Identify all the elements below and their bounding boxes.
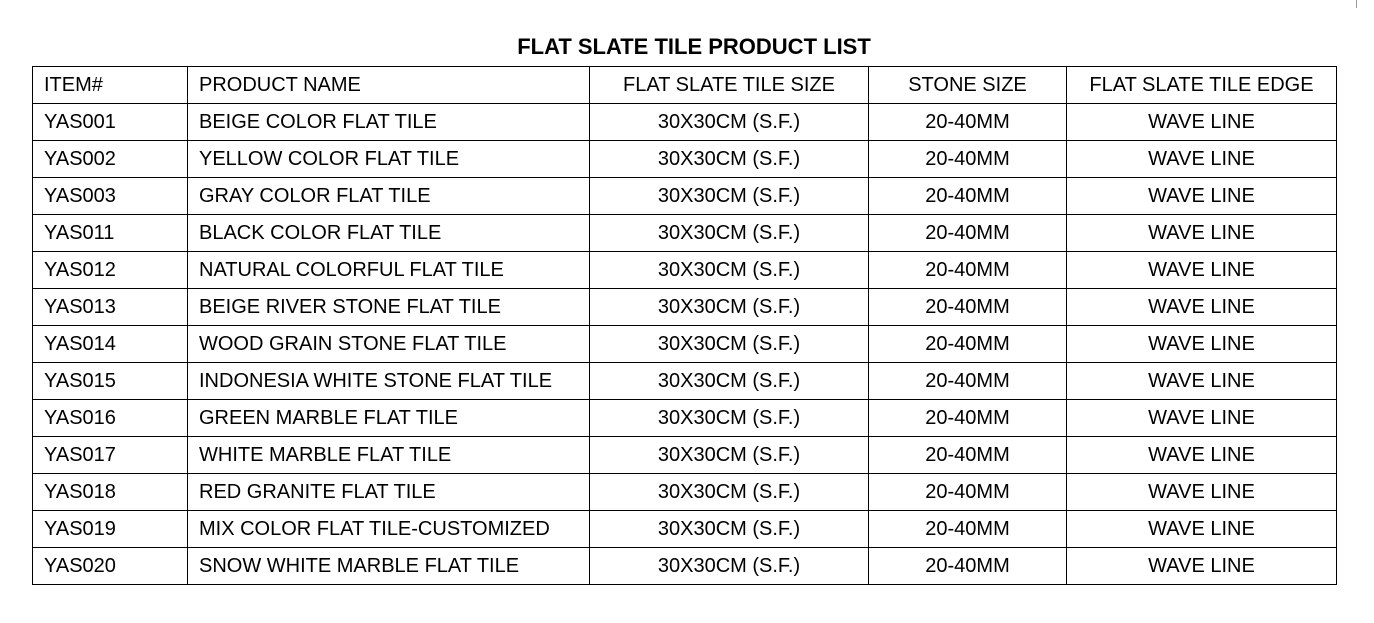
cell-item: YAS002	[33, 141, 188, 178]
cell-tile-size: 30X30CM (S.F.)	[590, 400, 869, 437]
cell-item: YAS012	[33, 252, 188, 289]
cell-item: YAS018	[33, 474, 188, 511]
cell-product-name: BEIGE COLOR FLAT TILE	[188, 104, 590, 141]
cell-product-name: SNOW WHITE MARBLE FLAT TILE	[188, 548, 590, 585]
cell-item: YAS003	[33, 178, 188, 215]
table-row	[33, 252, 1337, 289]
cell-item: YAS016	[33, 400, 188, 437]
cell-stone-size: 20-40MM	[869, 289, 1067, 326]
cell-item: YAS001	[33, 104, 188, 141]
header-tile-size: FLAT SLATE TILE SIZE	[590, 67, 869, 104]
cell-product-name: BEIGE RIVER STONE FLAT TILE	[188, 289, 590, 326]
cell-stone-size: 20-40MM	[869, 215, 1067, 252]
cell-tile-size: 30X30CM (S.F.)	[590, 289, 869, 326]
cell-tile-edge: WAVE LINE	[1067, 289, 1337, 326]
cell-stone-size: 20-40MM	[869, 511, 1067, 548]
cell-item: YAS014	[33, 326, 188, 363]
cell-product-name: GRAY COLOR FLAT TILE	[188, 178, 590, 215]
header-product-name: PRODUCT NAME	[188, 67, 590, 104]
cell-tile-size: 30X30CM (S.F.)	[590, 215, 869, 252]
table-row	[33, 215, 1337, 252]
product-table	[32, 66, 1337, 585]
cell-tile-edge: WAVE LINE	[1067, 511, 1337, 548]
cell-tile-size: 30X30CM (S.F.)	[590, 363, 869, 400]
cell-item: YAS017	[33, 437, 188, 474]
cell-item: YAS013	[33, 289, 188, 326]
cell-tile-size: 30X30CM (S.F.)	[590, 511, 869, 548]
cell-stone-size: 20-40MM	[869, 400, 1067, 437]
table-header-row	[33, 67, 1337, 104]
table-row	[33, 141, 1337, 178]
table-row	[33, 511, 1337, 548]
table-row	[33, 548, 1337, 585]
cell-item: YAS011	[33, 215, 188, 252]
cell-product-name: WOOD GRAIN STONE FLAT TILE	[188, 326, 590, 363]
cell-tile-edge: WAVE LINE	[1067, 548, 1337, 585]
table-row	[33, 437, 1337, 474]
cell-stone-size: 20-40MM	[869, 363, 1067, 400]
cell-item: YAS019	[33, 511, 188, 548]
cell-stone-size: 20-40MM	[869, 326, 1067, 363]
cell-product-name: NATURAL COLORFUL FLAT TILE	[188, 252, 590, 289]
cell-tile-edge: WAVE LINE	[1067, 363, 1337, 400]
cell-product-name: WHITE MARBLE FLAT TILE	[188, 437, 590, 474]
cell-stone-size: 20-40MM	[869, 104, 1067, 141]
table-body	[33, 104, 1337, 585]
page-title: FLAT SLATE TILE PRODUCT LIST	[517, 34, 871, 59]
cell-tile-edge: WAVE LINE	[1067, 141, 1337, 178]
cell-stone-size: 20-40MM	[869, 437, 1067, 474]
cell-tile-edge: WAVE LINE	[1067, 400, 1337, 437]
cell-tile-size: 30X30CM (S.F.)	[590, 141, 869, 178]
table-row	[33, 474, 1337, 511]
cell-stone-size: 20-40MM	[869, 474, 1067, 511]
cell-tile-size: 30X30CM (S.F.)	[590, 104, 869, 141]
cell-tile-size: 30X30CM (S.F.)	[590, 548, 869, 585]
table-row	[33, 104, 1337, 141]
cell-stone-size: 20-40MM	[869, 178, 1067, 215]
header-tile-edge: FLAT SLATE TILE EDGE	[1067, 67, 1337, 104]
cell-tile-edge: WAVE LINE	[1067, 326, 1337, 363]
cell-item: YAS020	[33, 548, 188, 585]
cell-stone-size: 20-40MM	[869, 548, 1067, 585]
table-row	[33, 326, 1337, 363]
table-row	[33, 289, 1337, 326]
cell-tile-size: 30X30CM (S.F.)	[590, 326, 869, 363]
table-row	[33, 400, 1337, 437]
header-item: ITEM#	[33, 67, 188, 104]
cell-product-name: MIX COLOR FLAT TILE-CUSTOMIZED	[188, 511, 590, 548]
cell-tile-edge: WAVE LINE	[1067, 252, 1337, 289]
cell-product-name: INDONESIA WHITE STONE FLAT TILE	[188, 363, 590, 400]
cell-product-name: RED GRANITE FLAT TILE	[188, 474, 590, 511]
page-corner-mark	[1356, 0, 1357, 8]
cell-tile-edge: WAVE LINE	[1067, 437, 1337, 474]
cell-tile-size: 30X30CM (S.F.)	[590, 437, 869, 474]
cell-item: YAS015	[33, 363, 188, 400]
cell-tile-edge: WAVE LINE	[1067, 474, 1337, 511]
cell-product-name: BLACK COLOR FLAT TILE	[188, 215, 590, 252]
table-row	[33, 363, 1337, 400]
cell-tile-edge: WAVE LINE	[1067, 178, 1337, 215]
cell-product-name: YELLOW COLOR FLAT TILE	[188, 141, 590, 178]
table-row	[33, 178, 1337, 215]
cell-stone-size: 20-40MM	[869, 141, 1067, 178]
header-stone-size: STONE SIZE	[869, 67, 1067, 104]
cell-tile-size: 30X30CM (S.F.)	[590, 252, 869, 289]
cell-stone-size: 20-40MM	[869, 252, 1067, 289]
cell-tile-edge: WAVE LINE	[1067, 215, 1337, 252]
cell-product-name: GREEN MARBLE FLAT TILE	[188, 400, 590, 437]
cell-tile-edge: WAVE LINE	[1067, 104, 1337, 141]
cell-tile-size: 30X30CM (S.F.)	[590, 474, 869, 511]
cell-tile-size: 30X30CM (S.F.)	[590, 178, 869, 215]
